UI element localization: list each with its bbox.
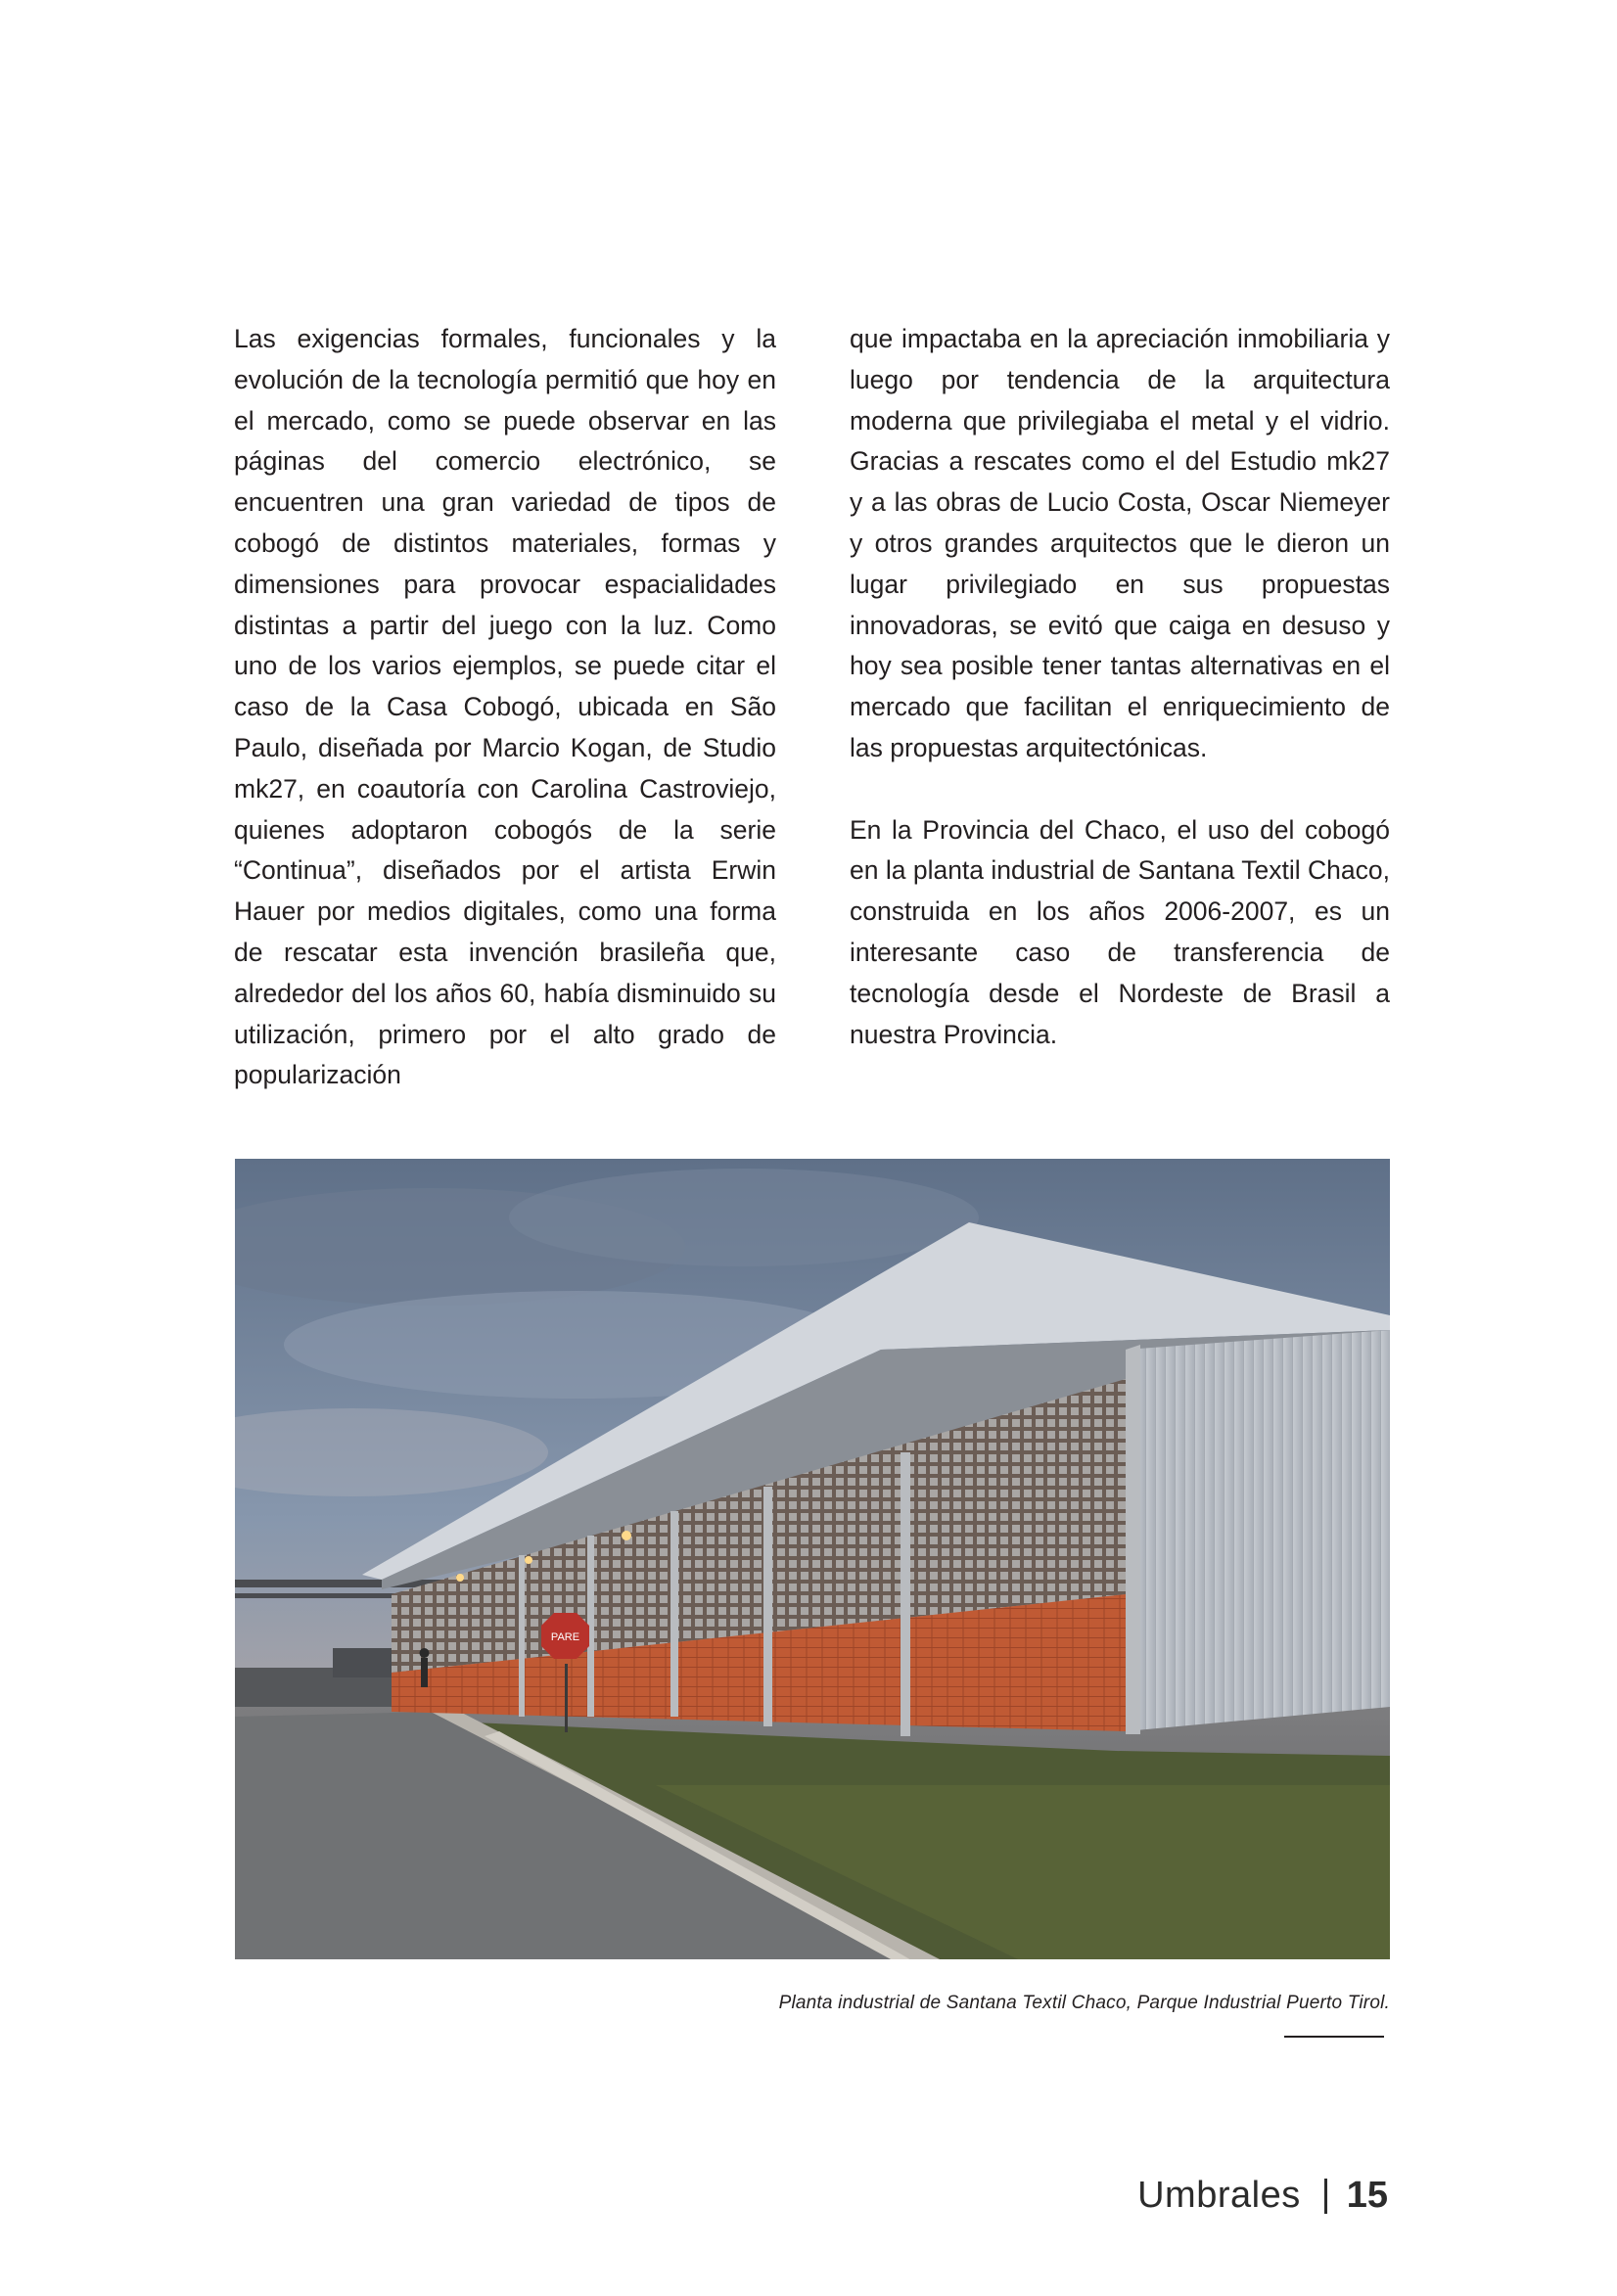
- factory-photo: [235, 1159, 1390, 1959]
- body-paragraph: En la Provincia del Chaco, el uso del cobogó en la planta industrial de Santana Textil Chaco, construida en los años 2006-2007, es un interesante caso de transferencia de tecnología desde el Nordeste de Brasil a nuestra Provincia.: [850, 814, 1390, 1049]
- text-column-right: [850, 319, 1390, 1055]
- publication-name: Umbrales: [1137, 2175, 1301, 2216]
- text-column-left: [234, 319, 776, 1096]
- page-footer: [1137, 2175, 1388, 2217]
- footer-separator: [1324, 2179, 1327, 2214]
- page-number: 15: [1346, 2175, 1388, 2216]
- figure-caption: Planta industrial de Santana Textil Chaco, Parque Industrial Puerto Tirol.: [778, 1993, 1390, 2013]
- caption-rule: [1284, 2036, 1384, 2038]
- body-paragraph: Las exigencias formales, funcionales y la evolución de la tecnología permitió que hoy en el mercado, como se puede observar en las páginas del comercio electrónico, se encuentren una gran variedad de tipos de cobogó de distintos materiales, formas y dimensiones para provocar espacialidades distintas a partir del juego con la luz. Como uno de los varios ejemplos, se puede citar el caso de la Casa Cobogó, ubicada en São Paulo, diseñada por Marcio Kogan, de Studio mk27, en coautoría con Carolina Castroviejo, quienes adoptaron cobogós de la serie “Continua”, diseñados por el artista Erwin Hauer por medios digitales, como una forma de rescatar esta invención brasileña que, alrededor del los años 60, había disminuido su utilización, primero por el alto grado de popularización: [234, 324, 776, 1090]
- stop-sign-text: PARE: [550, 1631, 580, 1643]
- body-paragraph: que impactaba en la apreciación inmobiliaria y luego por tendencia de la arquitectura moderna que privilegiaba el metal y el vidrio. Gracias a rescates como el del Estudio mk27 y a las obras de Lucio Costa, Oscar Niemeyer y otros grandes arquitectos que le dieron un lugar privilegiado en sus propuestas innovadoras, se evitó que caiga en desuso y hoy sea posible tener tantas alternativas en el mercado que facilitan el enriquecimiento de las propuestas arquitectónicas.: [850, 324, 1390, 762]
